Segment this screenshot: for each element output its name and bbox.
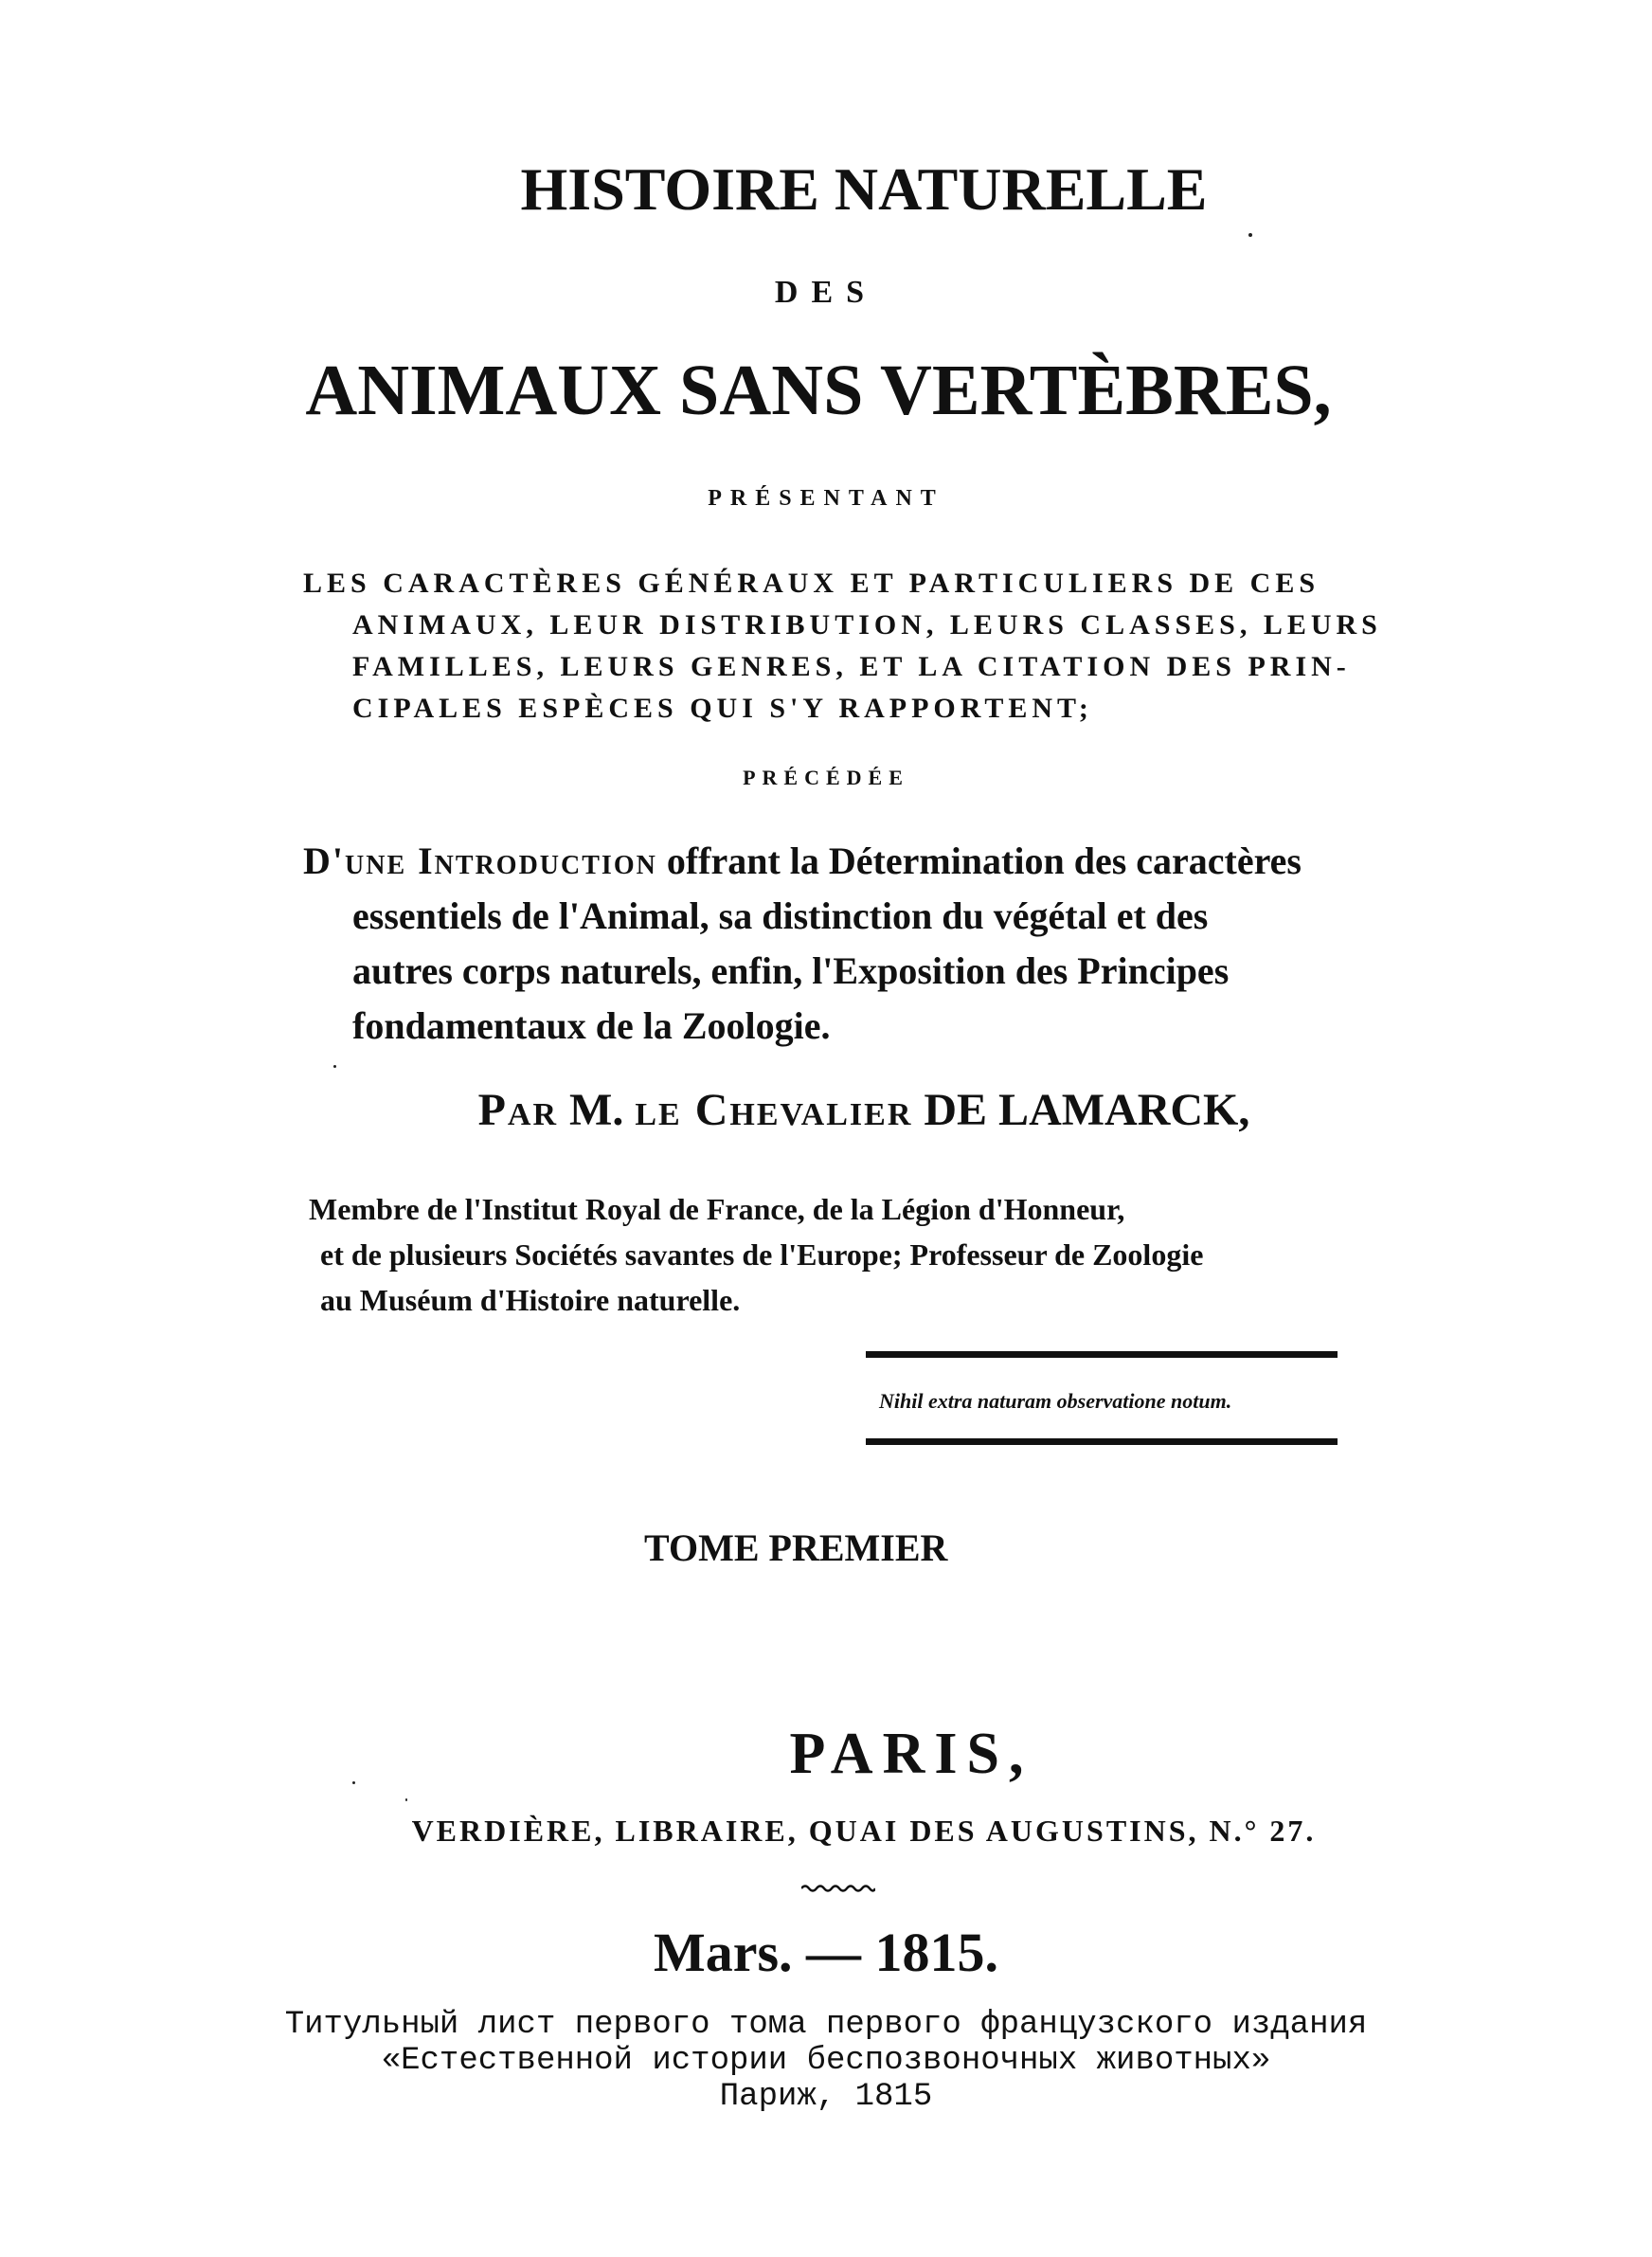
introduction-prefix: D'une Introduction [303,840,657,882]
description-line: LES CARACTÈRES GÉNÉRAUX ET PARTICULIERS DE CES [303,568,1320,599]
member-line: Membre de l'Institut Royal de France, de la Légion d'Honneur, [309,1192,1125,1226]
main-title-line-1: HISTOIRE NATURELLE [520,155,1208,223]
title-des: DES [774,275,878,310]
introduction-block [303,834,1364,1054]
motto: Nihil extra naturam observatione notum. [879,1389,1232,1413]
author-name: DE LAMARCK, [912,1085,1250,1135]
motto-rule-bottom [866,1438,1338,1445]
description-line: CIPALES ESPÈCES QUI S'Y RAPPORTENT; [352,693,1093,724]
introduction-line [303,834,1364,889]
print-speck [405,1798,407,1801]
russian-caption [0,2007,1652,2115]
print-speck [352,1781,355,1784]
main-title-line-2: ANIMAUX SANS VERTÈBRES, [305,351,1332,430]
introduction-rest: offrant la Détermination des caractères [656,840,1302,882]
print-speck [333,1065,336,1068]
caption-line: Париж, 1815 [719,2079,933,2115]
introduction-line: autres corps naturels, enfin, l'Exposition des Principes [352,949,1230,992]
introduction-line: fondamentaux de la Zoologie. [352,1004,831,1047]
tome-label: TOME PREMIER [644,1526,948,1569]
precede-label: PRÉCÉDÉE [743,766,909,789]
publication-date: Mars. — 1815. [653,1922,999,1983]
publisher: VERDIÈRE, LIBRAIRE, QUAI DES AUGUSTINS, N.° 27. [411,1814,1317,1848]
author-title: le Chevalier [635,1085,913,1135]
member-line: et de plusieurs Sociétés savantes de l'Europe; Professeur de Zoologie [320,1237,1204,1272]
caption-line: Титульный лист первого тома первого французского издания [284,2007,1368,2043]
member-line: au Muséum d'Histoire naturelle. [320,1283,741,1317]
caption-line: «Естественной истории беспозвоночных животных» [381,2043,1271,2079]
description-block [303,563,1382,730]
city: PARIS, [789,1722,1033,1786]
member-block [309,1186,1408,1323]
description-line: FAMILLES, LEURS GENRES, ET LA CITATION DES PRIN- [352,651,1351,682]
description-line: ANIMAUX, LEUR DISTRIBUTION, LEURS CLASSES, LEURS [352,609,1382,641]
introduction-line: essentiels de l'Animal, sa distinction du végétal et des [352,894,1209,937]
print-speck [1248,233,1252,237]
author-line [38,1085,1652,1135]
author-m: M. [558,1085,636,1135]
author-par: Par [477,1085,559,1135]
motto-rule-top [866,1351,1338,1358]
presentant-label: PRÉSENTANT [708,486,944,511]
wave-ornament [801,1884,875,1893]
